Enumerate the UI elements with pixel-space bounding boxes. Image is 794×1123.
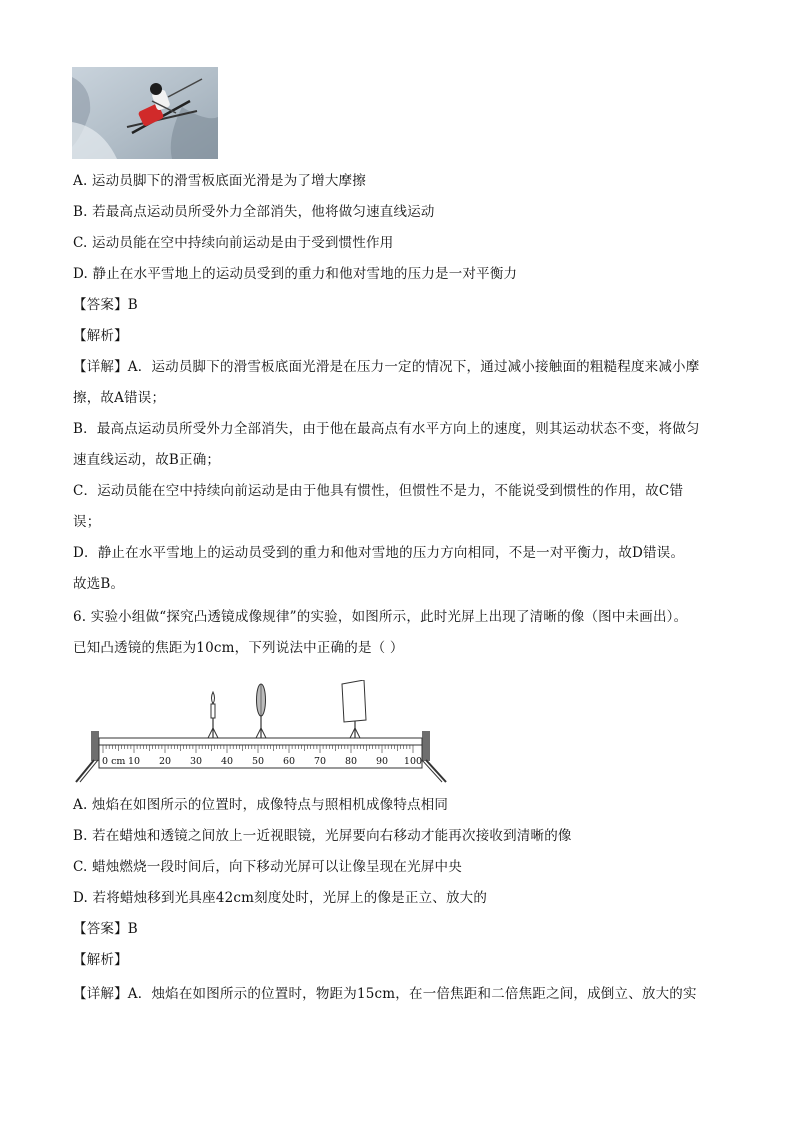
q5-detail-line: 擦，故A错误；: [73, 390, 166, 406]
q5-detail-line: 【详解】A．运动员脚下的滑雪板底面光滑是在压力一定的情况下，通过减小接触面的粗糙程度来减小摩: [73, 359, 700, 375]
q5-option-b: B. 若最高点运动员所受外力全部消失，他将做匀速直线运动: [73, 204, 435, 220]
right-stand-icon: [422, 731, 446, 782]
q6-option-d: D. 若将蜡烛移到光具座42cm刻度处时，光屏上的像是正立、放大的: [73, 890, 488, 906]
ruler-tick-label: 30: [189, 756, 203, 767]
q5-analysis-heading: 【解析】: [73, 328, 128, 344]
skier-photo: [72, 67, 218, 159]
ruler-tick-label: 20: [158, 756, 172, 767]
q5-detail-line: 故选B。: [73, 576, 125, 592]
ruler-tick-label: 40: [220, 756, 234, 767]
candle-icon: [208, 692, 218, 738]
q5-detail-line: D．静止在水平雪地上的运动员受到的重力和他对雪地的压力方向相同，不是一对平衡力，故D错误。: [73, 545, 685, 561]
q5-detail-line: 速直线运动，故B正确；: [73, 452, 221, 468]
ruler-tick-label: 60: [282, 756, 296, 767]
q5-answer: 【答案】B: [73, 297, 138, 313]
q6-detail-line: 【详解】A．烛焰在如图所示的位置时，物距为15cm，在一倍焦距和二倍焦距之间，成倒立、放大的实: [73, 986, 697, 1002]
light-screen-icon: [342, 680, 366, 738]
q6-stem-line: 已知凸透镜的焦距为10cm，下列说法中正确的是（ ）: [73, 640, 404, 656]
q5-detail-line: B．最高点运动员所受外力全部消失，由于他在最高点有水平方向上的速度，则其运动状态不变，将做匀: [73, 421, 700, 437]
ruler-tick-label: 80: [344, 756, 358, 767]
ruler-tick-label: 90: [375, 756, 389, 767]
q6-stem-line: 6. 实验小组做“探究凸透镜成像规律”的实验，如图所示，此时光屏上出现了清晰的像（图中未画出）。: [73, 609, 688, 625]
q5-option-c: C. 运动员能在空中持续向前运动是由于受到惯性作用: [73, 235, 394, 251]
ruler-tick-label: 10: [127, 756, 141, 767]
q6-option-c: C. 蜡烛燃烧一段时间后，向下移动光屏可以让像呈现在光屏中央: [73, 859, 462, 875]
q6-analysis-heading: 【解析】: [73, 952, 128, 968]
ruler-tick-label: 100: [403, 756, 423, 767]
q5-option-d: D. 静止在水平雪地上的运动员受到的重力和他对雪地的压力是一对平衡力: [73, 266, 518, 282]
q5-option-a: A. 运动员脚下的滑雪板底面光滑是为了增大摩擦: [73, 173, 366, 189]
convex-lens-icon: [256, 684, 266, 738]
q5-detail-line: C．运动员能在空中持续向前运动是由于他具有惯性，但惯性不是力，不能说受到惯性的作用，故C错: [73, 483, 684, 499]
q6-option-b: B. 若在蜡烛和透镜之间放上一近视眼镜，光屏要向右移动才能再次接收到清晰的像: [73, 828, 572, 844]
ruler-unit-label: 0 cm: [102, 756, 126, 767]
q6-option-a: A. 烛焰在如图所示的位置时，成像特点与照相机成像特点相同: [73, 797, 449, 813]
ruler-tick-label: 70: [313, 756, 327, 767]
optical-bench-diagram: [72, 680, 452, 785]
q6-answer: 【答案】B: [73, 921, 138, 937]
left-stand-icon: [76, 731, 99, 782]
ruler-tick-label: 50: [251, 756, 265, 767]
q5-detail-line: 误；: [73, 514, 101, 530]
